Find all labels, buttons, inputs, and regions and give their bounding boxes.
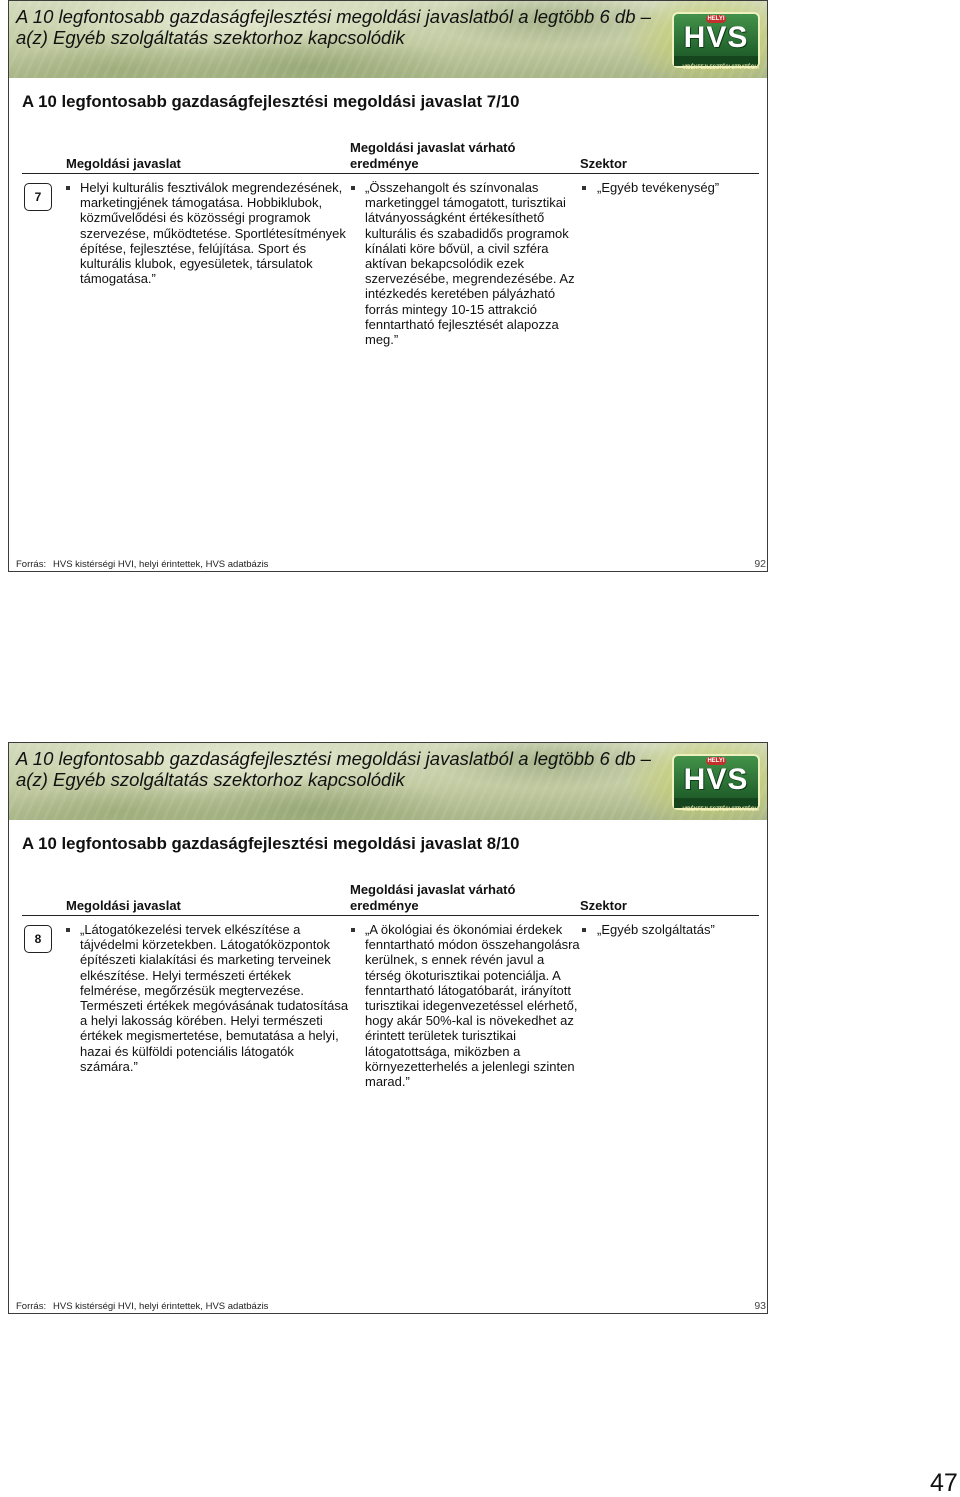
- slide-number: 92: [754, 558, 766, 570]
- logo-bottom-text: VIDÉKFEJLESZTÉSI STRATÉGIA: [682, 807, 760, 813]
- source-text: HVS kistérségi HVI, helyi érintettek, HVS adatbázis: [53, 1301, 269, 1312]
- bullet-icon: [582, 186, 586, 190]
- header-divider: [22, 173, 759, 174]
- logo-top-text: HELYI: [707, 16, 725, 22]
- page-number: 47: [930, 1469, 958, 1497]
- source-label: Forrás:: [16, 559, 47, 570]
- slide-title: A 10 legfontosabb gazdaságfejlesztési megoldási javaslatból a legtöbb 6 db – a(z) Egyéb szolgáltatás szektorhoz kapcsolódik: [16, 6, 651, 48]
- column-header-proposal: Megoldási javaslat: [66, 156, 181, 171]
- slide-subtitle: A 10 legfontosabb gazdaságfejlesztési megoldási javaslat 7/10: [22, 92, 520, 111]
- slide-subtitle: A 10 legfontosabb gazdaságfejlesztési megoldási javaslat 8/10: [22, 834, 520, 853]
- slide-title: A 10 legfontosabb gazdaságfejlesztési megoldási javaslatból a legtöbb 6 db – a(z) Egyéb szolgáltatás szektorhoz kapcsolódik: [16, 748, 651, 790]
- row-number-badge: 7: [24, 183, 52, 211]
- source-label: Forrás:: [16, 1301, 47, 1312]
- cell-proposal: „Látogatókezelési tervek elkészítése a tájvédelmi körzetekben. Látogatóközpontok építészeti kialakítási és marketing terveinek elkészítése. Helyi természeti értékek felmérése, megőrzésük megtervezése. Természeti értékek megóvásának tudatosítása a helyi lakosság körében. Helyi természeti értékek megismertetése, bemutatása a helyi, hazai és külföldi potenciális látogatók számára.”: [80, 922, 349, 1074]
- hvs-logo: [672, 754, 760, 813]
- logo-main-text: HVS: [683, 763, 749, 796]
- column-header-proposal: Megoldási javaslat: [66, 898, 181, 913]
- column-header-sector: Szektor: [580, 156, 627, 171]
- bullet-icon: [351, 928, 355, 932]
- slide-header: [9, 743, 767, 820]
- logo-main-text: HVS: [683, 21, 749, 54]
- logo-strip: [674, 798, 760, 813]
- cell-sector: „Egyéb tevékenység”: [597, 180, 720, 195]
- source-text: HVS kistérségi HVI, helyi érintettek, HVS adatbázis: [53, 559, 269, 570]
- cell-sector: „Egyéb szolgáltatás”: [597, 922, 715, 937]
- bullet-icon: [66, 928, 70, 932]
- slide-proposal-7: [8, 0, 768, 572]
- logo-top-text: HELYI: [707, 758, 725, 764]
- column-header-result: Megoldási javaslat várható eredménye: [350, 882, 516, 913]
- cell-result: „Összehangolt és színvonalas marketinggel támogatott, turisztikai látványosságként értékesíthető kulturális és szabadidős programok kínálati köre bővül, a civil szféra aktívan bekapcsolódik ezek szervezésébe, megrendezésébe. Az intézkedés keretében pályázható forrás mintegy 10-15 attrakció fenntartható fejlesztését alapozza meg.”: [365, 180, 575, 348]
- cell-proposal: Helyi kulturális fesztiválok megrendezésének, marketingjének támogatása. Hobbiklubok, közművelődési és közösségi programok szervezése, működtetése. Sportlétesítmények építése, fejlesztése, felújítása. Sport és kulturális klubok, egyesületek, társulatok támogatása.”: [80, 180, 346, 287]
- cell-result: „A ökológiai és ökonómiai érdekek fenntartható módon összehangolásra kerülnek, s ennek révén javul a térség ökoturisztikai potenciálja. A fenntartható látogatóbarát, irányított turisztikai idegenvezetéssel elérhető, hogy akár 50%-kal is növekedhet az érintett területek turisztikai látogatottsága, miközben a környezetterhelés a jelenlegi szinten marad.”: [365, 922, 580, 1090]
- column-header-sector: Szektor: [580, 898, 627, 913]
- slide-proposal-8: [8, 742, 768, 1314]
- logo-bottom-text: VIDÉKFEJLESZTÉSI STRATÉGIA: [682, 65, 760, 71]
- hvs-logo: [672, 12, 760, 71]
- logo-strip: [674, 56, 760, 71]
- bullet-icon: [66, 186, 70, 190]
- bullet-icon: [351, 186, 355, 190]
- header-divider: [22, 915, 759, 916]
- slide-header: [9, 1, 767, 78]
- slide-number: 93: [754, 1300, 766, 1312]
- bullet-icon: [582, 928, 586, 932]
- column-header-result: Megoldási javaslat várható eredménye: [350, 140, 516, 171]
- row-number-badge: 8: [24, 925, 52, 953]
